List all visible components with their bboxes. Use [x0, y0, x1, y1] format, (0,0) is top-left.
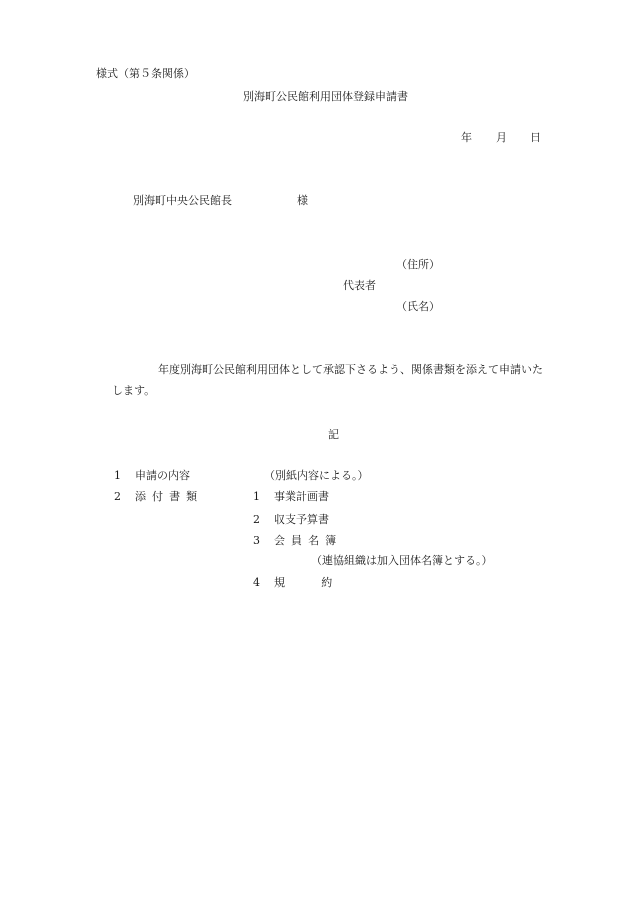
item-label: 申請の内容	[135, 469, 190, 482]
date-month: 月	[496, 131, 507, 144]
attachment-note: （連協組織は加入団体名簿とする。）	[311, 554, 493, 567]
item-label: 添付書類	[135, 490, 204, 503]
attachment-number: 4	[253, 576, 260, 589]
name-label: （氏名）	[396, 300, 440, 313]
attachment-label: 規約	[274, 576, 369, 589]
attachment-number: 2	[253, 513, 260, 526]
addressee-honorific: 様	[297, 194, 308, 207]
item-number: 1	[114, 469, 121, 482]
representative-label: 代表者	[343, 279, 376, 292]
ki-heading: 記	[328, 428, 339, 441]
body-line-2: します。	[112, 384, 156, 397]
document-title: 別海町公民館利用団体登録申請書	[243, 90, 408, 103]
body-line-1: 年度別海町公民館利用団体として承認下さるよう、関係書類を添えて申請いた	[158, 363, 543, 376]
item-note: （別紙内容による。）	[264, 469, 369, 482]
attachment-number: 3	[253, 534, 260, 547]
addressee-name: 別海町中央公民館長	[133, 194, 232, 207]
form-label: 様式（第５条関係）	[96, 67, 195, 80]
attachment-label: 会員名簿	[274, 534, 343, 547]
attachment-number: 1	[253, 490, 260, 503]
attachment-label: 収支予算書	[274, 513, 329, 526]
attachment-label: 事業計画書	[274, 490, 329, 503]
address-label: （住所）	[396, 258, 440, 271]
date-year: 年	[461, 131, 472, 144]
item-number: 2	[114, 490, 121, 503]
date-day: 日	[530, 131, 541, 144]
